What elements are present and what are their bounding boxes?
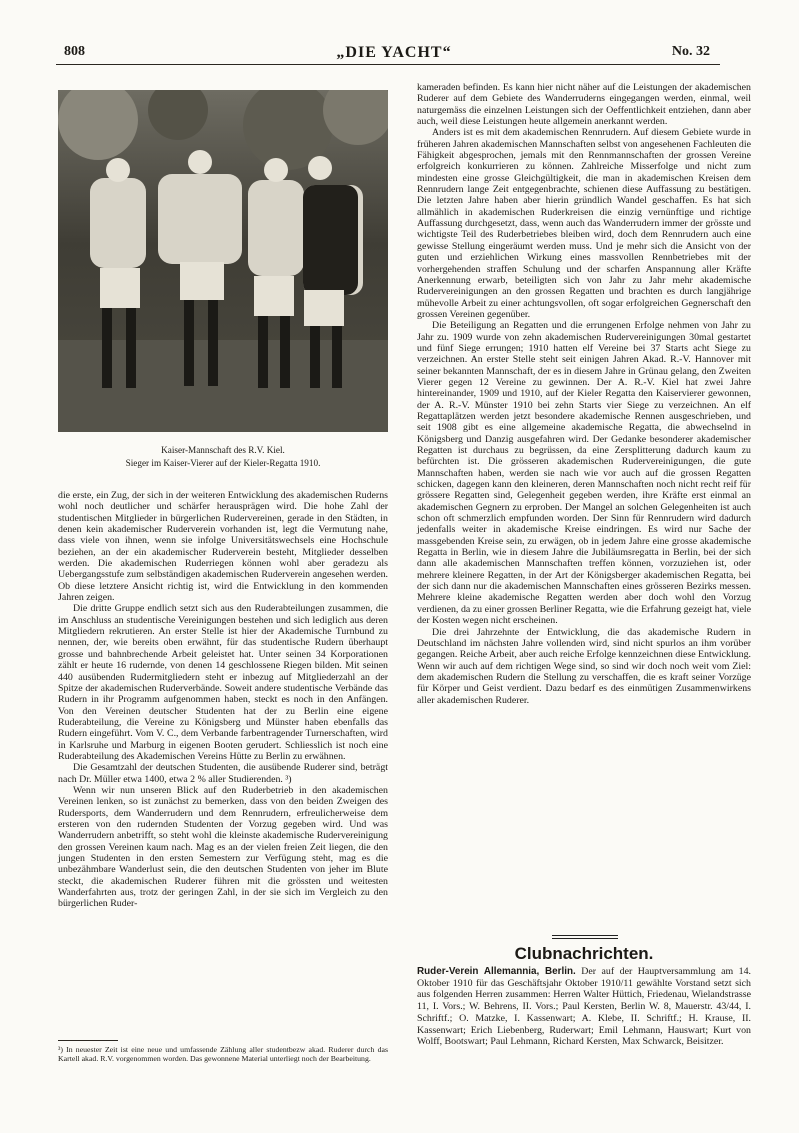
club-name: Ruder-Verein Allemannia, Berlin.: [417, 966, 576, 977]
paragraph: Wenn wir nun unseren Blick auf den Ruderbetrieb in den akademischen Vereinen lenken, so ist zunächst zu bemerken, dass von den beiden Zweigen des Rudersports, dem Wanderrudern und dem Rennrudern, erfreulicherweise dem ersteren von den rudernden Studenten der Vorzug gegeben wird. Und was Wanderrudern anbetrifft, so steht wohl die kleinste akademische Rudervereinigung den grossen Vereinen kaum nach. Mag es an der vielen freien Zeit liegen, die den jungen Studenten in den ersten Semestern zur Verfügung steht, mag es die unbezähmbare Wanderlust sein, die den deutschen Studenten von jeher im Blute steckt, die akademischen Ruderer führen mit die grössten und weitesten Wanderfahrten aus, trotz der geringen Zahl, in der sie sich im Vergleich zu den bürgerlichen Ruder-: [58, 784, 388, 910]
paragraph: Die Beteiligung an Regatten und die errungenen Erfolge nehmen von Jahr zu Jahr zu. 1909 wurde von zehn akademischen Rudervereinigungen 30mal gestartet und fünf Siege errungen; 1910 hatten elf Vereine bei 37 Starts acht Siege zu verzeichnen. An erster Stelle steht seit einigen Jahren Akad. R.-V. Hannover mit seiner bekannten Mannschaft, der es in diesem Jahre in Grünau gelang, den Zweiten Vierer gegen 12 Vereine zu gewinnen. Der A. R.-V. Kiel hat zwei Jahre hintereinander, 1909 und 1910, auf der Kieler Regatta den Kaiservierer gewonnen, der A. R.-V. Münster 1910 bei zehn Starts vier Siege zu verzeichnen. An elf Regattaplätzen werden jetzt besondere akademische Rennen ausgeschrieben, und seit 1908 gibt es eine allgemeine akademische Regatta, die abwechselnd in Königsberg und Danzig ausgefahren wird. Der Gedanke besonderer akademischer Regatten ist durchaus zu begrüssen, da eine Zersplitterung dadurch kaum zu befürchten ist. Die grösseren akademischen Rudervereinigungen, die gute Mannschaften haben, werden sie nach wie vor auch auf die grossen Regatten schicken, dagegen kann den kleineren, deren Mannschaften noch nicht recht reif für grössere Regatten sind, Gelegenheit gegeben werden, ihre Kräfte erst einmal an akademischen Gegnern zu erproben. Der Mangel an solchen Gelegenheiten ist auch schon oft schmerzlich empfunden worden. Der Sinn für Rennrudern wird dadurch jedenfalls weiter in akademische Kreise eindringen. Es wird nur Sache der massgebenden Kreise sein, zu erwägen, ob in jedem Jahre eine grosse akademische Regatta in Berlin, wie in diesem Jahre die Jubiläumsregatta in Berlin, bei der sich dann alle akademischen Mannschaften treffen können, vorzuziehen ist, oder mehrere kleinere Regatten, in der Art der Königsberger akademischen Regatta, bei der sich dann nur die akademischen Mannschaften eines grösseren Bezirks messen. Mehrere kleine akademische Regatten werden aber doch wohl den Vorzug verdienen, da zu einer grossen Berliner Regatta, wie die Erfahrung gezeigt hat, viele der Kosten wegen nicht erscheinen.: [417, 320, 751, 627]
magazine-title: „DIE YACHT“: [336, 44, 452, 61]
header-rule: [56, 64, 720, 65]
paragraph: Anders ist es mit dem akademischen Rennrudern. Auf diesem Gebiete wurde in früheren Jahren akademischen Mannschaften selbst von angesehenen Fachleuten die Fähigkeit abgesprochen, jemals mit den Rennmannschaften der grossen Vereine erfolgreich konkurrieren zu können. Zahlreiche Misserfolge und nicht zum mindesten eine grosse Gleichgültigkeit, die man in akademischen Kreisen dem Rennrudern lange Zeit entgegenbrachte, schienen diese Auffassung zu bestätigen. Die letzten Jahre haben aber hierin gründlich Wandel geschaffen. Es hat sich allmählich in akademischen Ruderkreisen die einzig vernünftige und richtige Auffassung durchgesetzt, dass, wenn auch das Wanderrudern immer der grösste und wichtigste Teil des Ruderbetriebes bleiben wird, doch dem Rennrudern auch eine gewisse Stellung eingeräumt werden muss. Und je mehr sich die Ansicht von der guten und erziehlichen Wirkung eines massvollen Rennbetriebes mit der vorhergehenden straffen Schulung und der scharfen Anspannung aller Kräfte Anerkennung erwarb, beteiligten sich von Jahr zu Jahr mehr akademische Rudervereinigungen an den grossen Regatten und brachten es durch langjährige mühevolle Arbeit zu einer achtungsvollen, oft sogar erfolgreichen Gegnerschaft den grossen Vereinen gegenüber.: [417, 127, 751, 320]
club-news-text: Der auf der Hauptversammlung am 14. Oktober 1910 für das Geschäftsjahr Oktober 1910/11 gewählte Vorstand setzt sich aus folgenden Herren zusammen: Herren Walter Hüttich, Friedenau, Wielandstrasse 11, I. Vors.; W. Behrens, II. Vors.; Paul Kersten, Berlin W. 8, Mauerstr. 43/44, I. Schriftf.; O. Matzke, I. Kassenwart; A. Klebe, II. Schriftf.; H. Krause, II. Kassenwart; Erich Liebenberg, Ruderwart; Emil Lehmann, Hauswart; Kurt von Wolff, Bootswart; Paul Lehmann, Richard Kersten, Max Schwarck, Beisitzer.: [417, 966, 751, 1048]
club-news-heading: Clubnachrichten.: [514, 944, 654, 963]
right-column: [417, 82, 751, 706]
footnote: ³) In neuester Zeit ist eine neue und umfassende Zählung aller studentbezw akad. Ruderer durch das Kartell akad. R.V. vorgenommen worden. Das gewonnene Material unterliegt noch der Bearbeitung.: [58, 1045, 388, 1064]
footnote-rule: [58, 1040, 118, 1041]
section-rule: [552, 938, 618, 939]
photo-caption: [58, 444, 388, 470]
paragraph: Die drei Jahrzehnte der Entwicklung, die das akademische Rudern in Deutschland im nächsten Jahre vollenden wird, sind nicht spurlos an ihm vorüber gegangen. Reiche Arbeit, aber auch reiche Erfolge kennzeichnen diese Entwicklung. Wenn wir auch auf dem richtigen Wege sind, so sind wir doch noch weit vom Ziel: dem akademischen Rudern die Stellung zu verschaffen, die es kraft seiner Vorzüge für Körper und Geist verdient. Dazu bedarf es des einmütigen Zusammenwirkens aller akademischen Ruderer.: [417, 626, 751, 706]
paragraph: Die dritte Gruppe endlich setzt sich aus den Ruderabteilungen zusammen, die im Anschluss an studentische Vereinigungen bestehen und sich lediglich aus deren Mitgliedern rekrutieren. An erster Stelle ist hier der Akademische Turnbund zu nennen, der, wie bereits oben erwähnt, für das studentische Rudern überhaupt grosse und bahnbrechende Arbeit geleistet hat. Unter seinen 34 Korporationen zählt er heute 16 rudernde, von denen 14 geschlossene Riegen bilden. Mit seinen 440 ausübenden Rudermitgliedern steht er inbezug auf Mitgliederzahl an der Spitze der akademischen Ruderverbände. Soweit andere studentische Verbände das Rudern in ihr Programm aufgenommen haben, steckt es noch in den Anfängen. Von den Vereinen deutscher Studenten hat der zu Berlin eine eigene Ruderabteilung, die Vereine zu Königsberg und Münster haben ebenfalls das Rudern eingeführt. Vom V. C., dem Verbande farbentragender Turnerschaften, wird in Karlsruhe und Marburg in eigenen Booten gerudert. Schliesslich ist noch eine Ruderabteilung des Akademischen Vereins Hütte zu Berlin zu erwähnen.: [58, 603, 388, 762]
section-rule: [552, 935, 618, 936]
page-number: 808: [64, 44, 85, 59]
caption-line-1: Kaiser-Mannschaft des R.V. Kiel.: [161, 445, 285, 455]
club-news-entry: [417, 966, 751, 1048]
left-column: [58, 490, 388, 910]
paragraph: kameraden befinden. Es kann hier nicht näher auf die Leistungen der akademischen Ruderer auf dem Gebiete des Wanderruderns eingegangen werden, einmal, weil naturgemäss die einzelnen Leistungen sich der Oeffentlichkeit entziehen, dann aber auch, weil diese Leistungen heute allgemein anerkannt werden.: [417, 82, 751, 128]
caption-line-2: Sieger im Kaiser-Vierer auf der Kieler-Regatta 1910.: [125, 458, 321, 468]
paragraph: Die Gesamtzahl der deutschen Studenten, die ausübende Ruderer sind, beträgt nach Dr. Müller etwa 1400, etwa 2 % aller Studierenden. ³): [58, 762, 388, 785]
issue-number: No. 32: [671, 44, 710, 59]
rowers-photo: [58, 90, 388, 432]
page-header: [64, 44, 710, 66]
paragraph: die erste, ein Zug, der sich in der weiteren Entwicklung des akademischen Ruderns wohl noch deutlicher und schärfer herausprägen wird. Die hohe Zahl der studentischen Mitglieder in bürgerlichen Rudervereinen, gerade in den Städten, in denen kein akademischer Ruderverein vorhanden ist, legt die Vermutung nahe, dass viele von ihnen, wenn sie infolge Universitätswechsels eine Hochschule beziehen, an der ein akademischer Ruderverein besteht, Mitglieder desselben werden. Die akademischen Ruderriegen können wohl aber geradezu als Uebergangsstufe zum selbständigen akademischen Ruderverein angesehen werden. Ob diese letztere Ansicht richtig ist, wird die Entwicklung in den kommenden Jahren zeigen.: [58, 490, 388, 604]
